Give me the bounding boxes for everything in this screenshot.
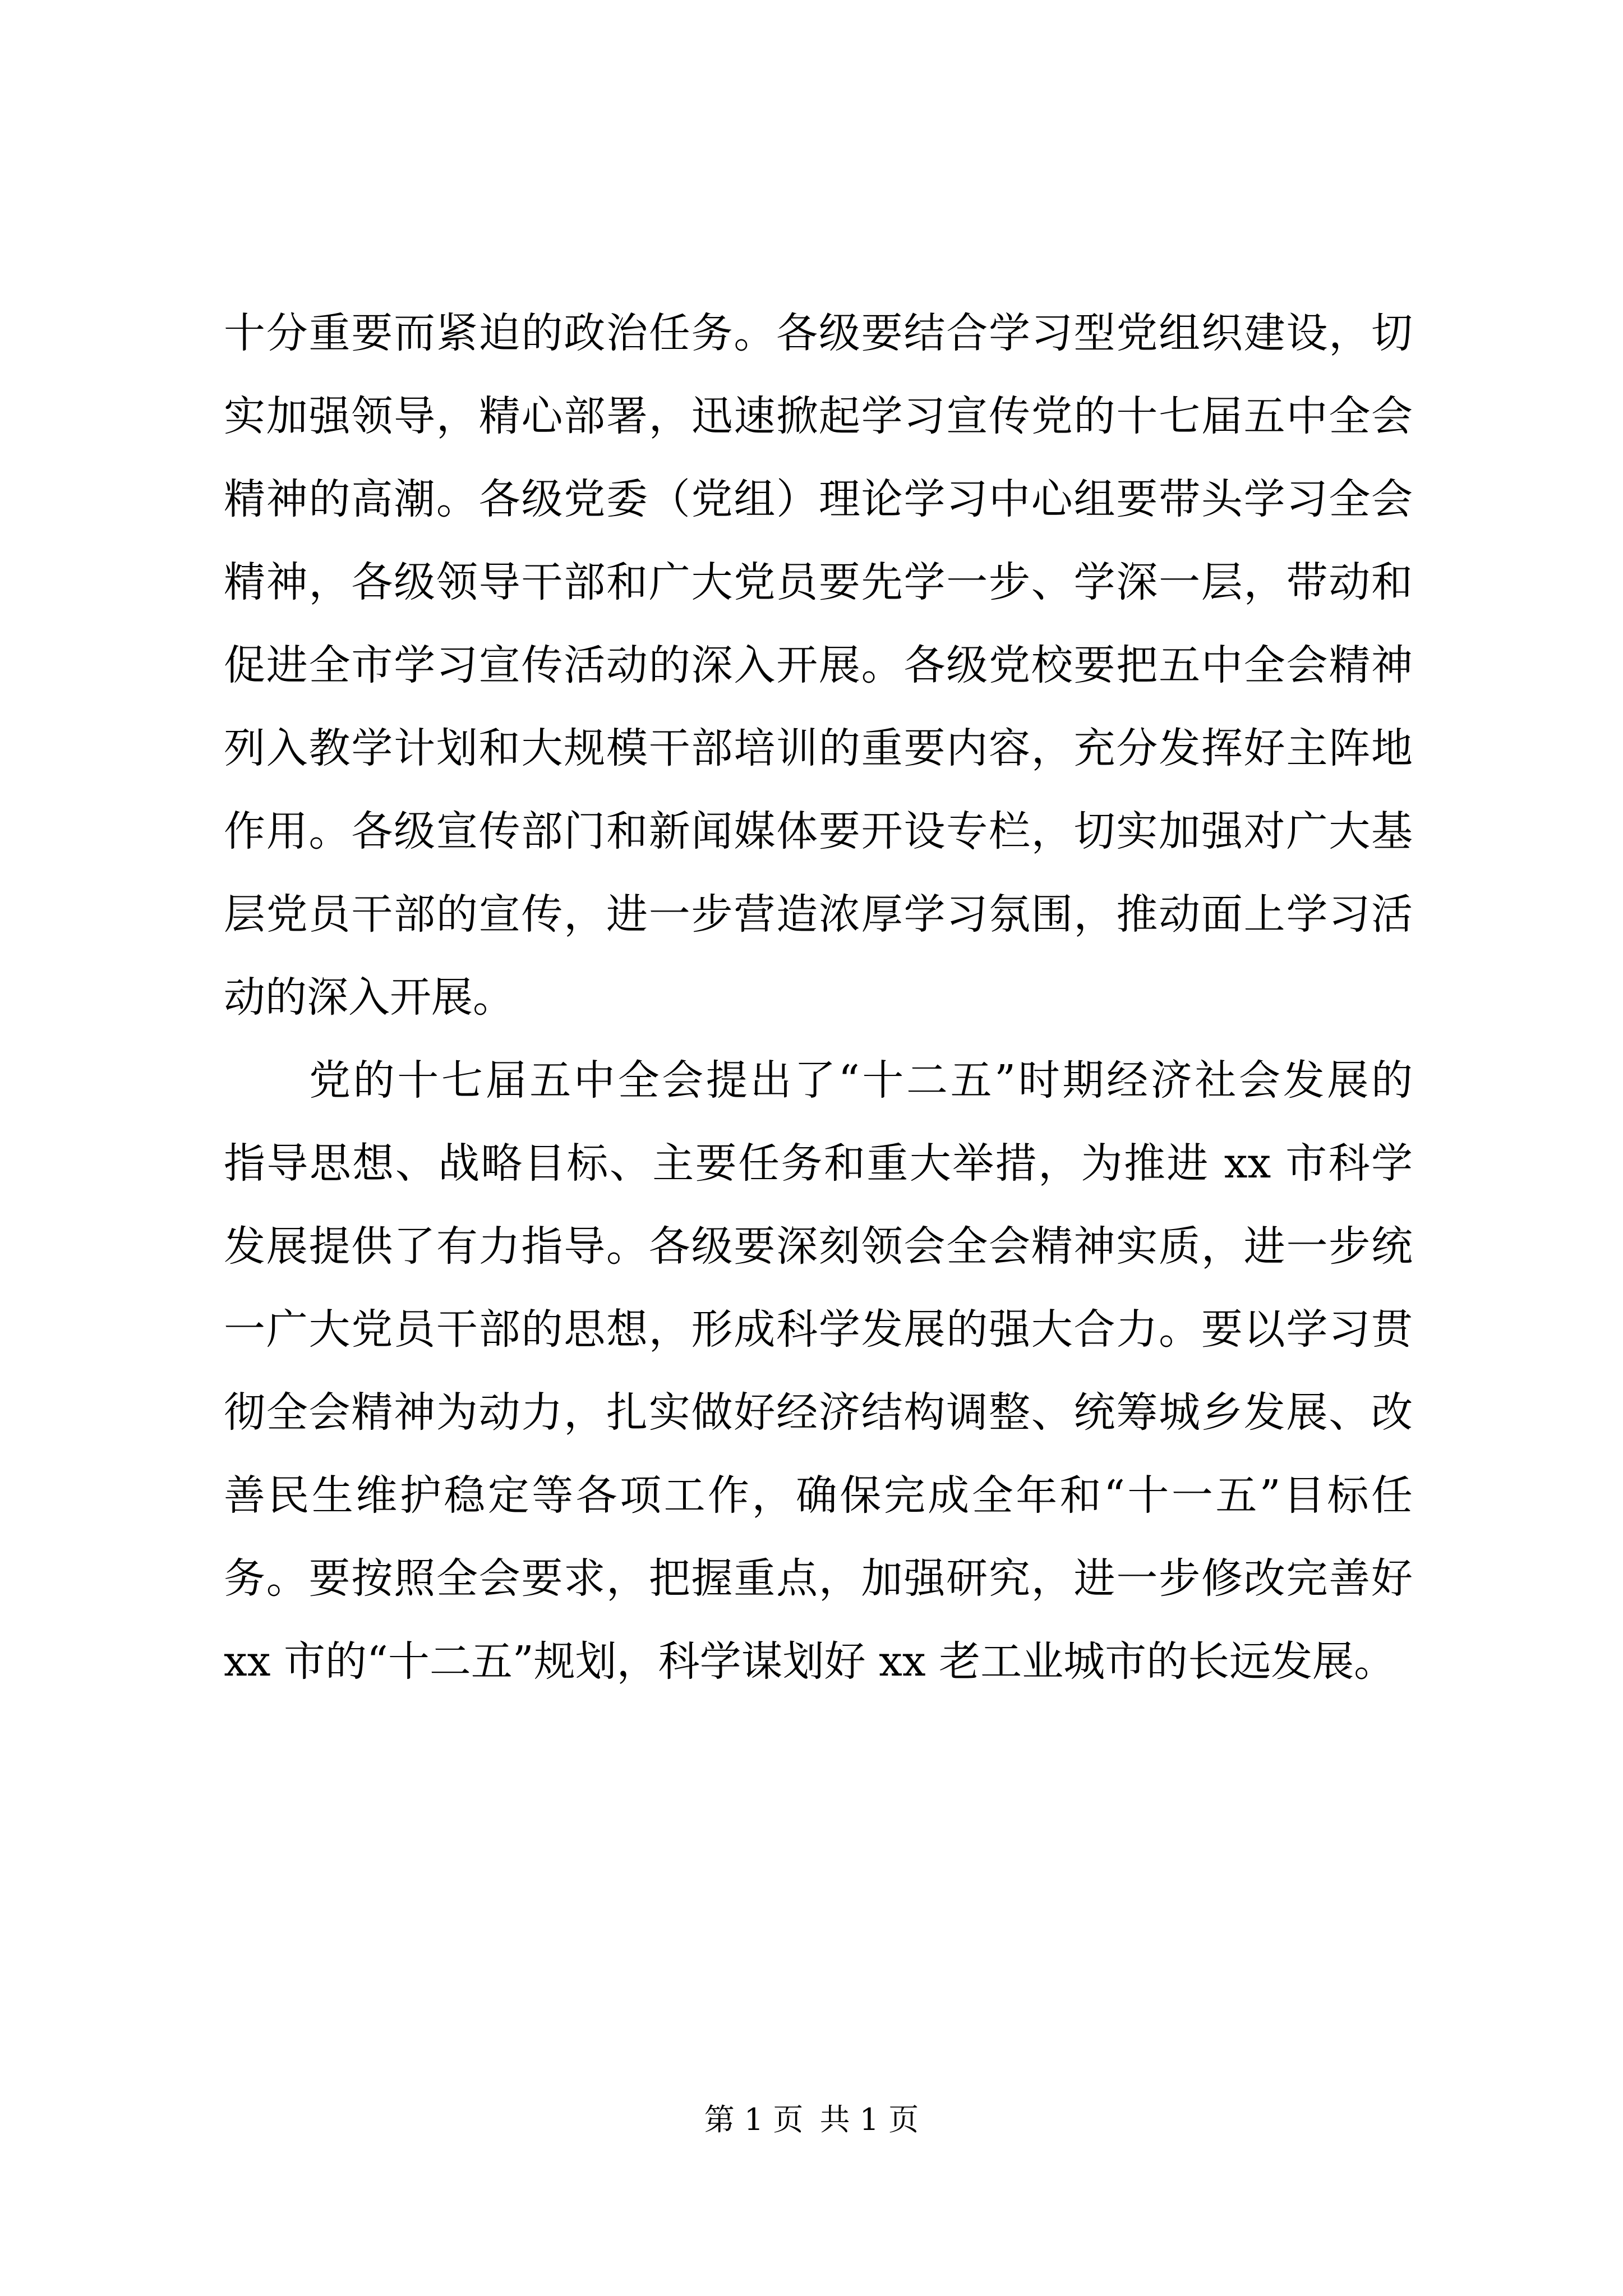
text-line: 务。要按照全会要求，把握重点，加强研究，进一步修改完善好 [224, 1554, 1413, 1603]
text-line: xx 市的“十二五”规划，科学谋划好 xx 老工业城市的长远发展。 [224, 1637, 1396, 1686]
text-line: 善民生维护稳定等各项工作，确保完成全年和“十一五”目标任 [224, 1471, 1413, 1520]
text-line: 层党员干部的宣传，进一步营造浓厚学习氛围，推动面上学习活 [224, 890, 1413, 938]
paragraph-1 [224, 292, 1413, 1039]
page-total: 共 1 页 [819, 2102, 919, 2137]
text-line: 作用。各级宣传部门和新闻媒体要开设专栏，切实加强对广大基 [224, 807, 1413, 855]
text-line: 十分重要而紧迫的政治任务。各级要结合学习型党组织建设，切 [224, 309, 1413, 357]
text-line: 精神，各级领导干部和广大党员要先学一步、学深一层，带动和 [224, 558, 1413, 606]
page-footer [0, 2100, 1623, 2139]
text-line: 列入教学计划和大规模干部培训的重要内容，充分发挥好主阵地 [224, 724, 1413, 772]
text-line: 精神的高潮。各级党委（党组）理论学习中心组要带头学习全会 [224, 475, 1413, 523]
text-line: 发展提供了有力指导。各级要深刻领会全会精神实质，进一步统 [224, 1222, 1413, 1271]
text-line: 促进全市学习宣传活动的深入开展。各级党校要把五中全会精神 [224, 641, 1413, 689]
text-line: 动的深入开展。 [224, 973, 514, 1022]
text-line: 实加强领导，精心部署，迅速掀起学习宣传党的十七届五中全会 [224, 392, 1413, 440]
text-line: 党的十七届五中全会提出了“十二五”时期经济社会发展的 [309, 1056, 1413, 1105]
page-number: 第 1 页 [704, 2102, 804, 2137]
text-line: 一广大党员干部的思想，形成科学发展的强大合力。要以学习贯 [224, 1305, 1413, 1354]
text-line: 指导思想、战略目标、主要任务和重大举措，为推进 xx 市科学 [224, 1139, 1413, 1188]
text-line: 彻全会精神为动力，扎实做好经济结构调整、统筹城乡发展、改 [224, 1388, 1413, 1437]
document-body [224, 292, 1413, 1703]
paragraph-2 [224, 1039, 1413, 1703]
